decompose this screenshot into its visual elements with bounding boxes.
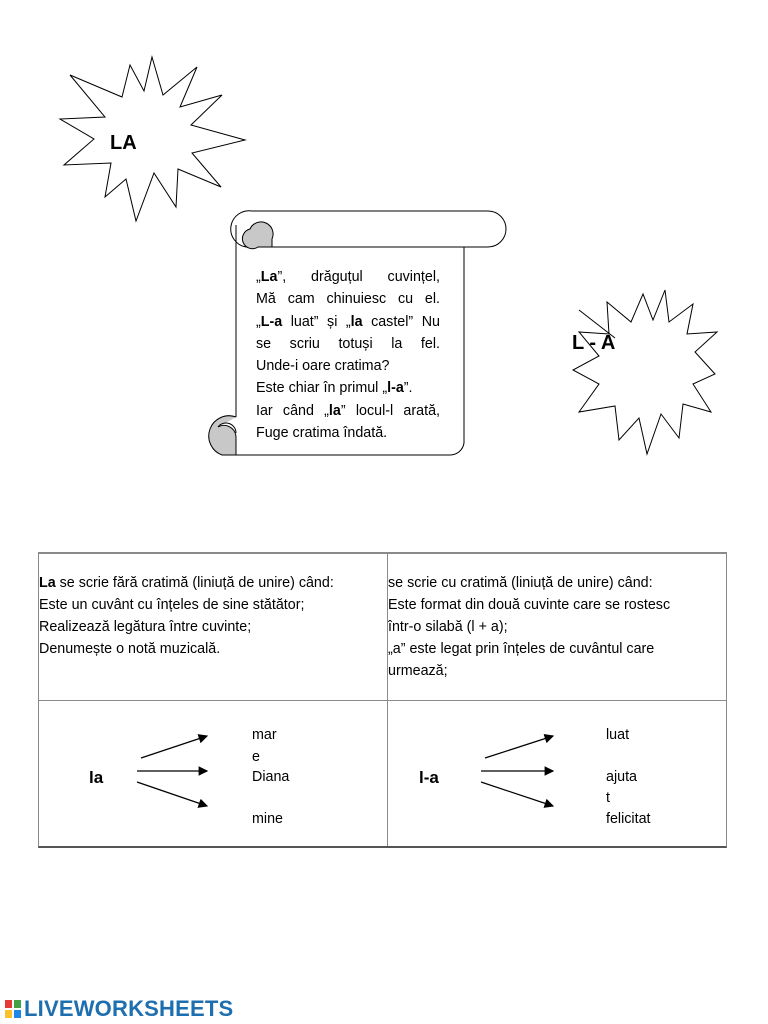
word-ajutat-2: t (606, 790, 610, 806)
poem-text: Mă cam chinuiesc cu el. (256, 291, 440, 308)
poem-bold: La (260, 269, 278, 285)
word-mare-2: e (252, 749, 260, 765)
cell-line: se scrie cu cratimă (liniuță de unire) când: (388, 575, 653, 591)
poem (256, 266, 440, 444)
poem-text: ”, drăguțul cuvințel, (277, 269, 440, 285)
source-word-la: la (89, 768, 104, 787)
cell-line: „a” este legat prin înțeles de cuvântul care (388, 641, 655, 657)
poem-line (256, 266, 440, 288)
poem-text: Fuge cratima îndată. (256, 425, 388, 442)
arrows-l-a (481, 726, 571, 816)
logo-text: LIVEWORKSHEETS (24, 996, 234, 1021)
star-label-la: LA (110, 132, 137, 154)
arrow-down (481, 782, 553, 806)
arrow-down (137, 782, 207, 806)
poem-bold: l-a (387, 380, 404, 397)
table-divider-horizontal (39, 700, 726, 701)
cell-line (39, 572, 334, 594)
cell-la-rules (39, 572, 334, 660)
cell-line: Este un cuvânt cu înțeles de sine stătător; (39, 597, 305, 613)
poem-line (256, 400, 440, 422)
cell-line: urmează; (388, 663, 448, 679)
cell-line: Este format din două cuvinte care se rostesc (388, 597, 671, 613)
cell-bold: La (39, 575, 56, 591)
arrows-la (137, 726, 227, 816)
poem-text: Unde-i oare cratima? (256, 358, 390, 375)
arrow-up (485, 736, 553, 758)
poem-line (256, 333, 440, 355)
word-felicitat: felicitat (606, 811, 651, 827)
cell-line: într-o silabă (l + a); (388, 619, 508, 635)
word-ajutat-1: ajuta (606, 769, 638, 785)
poem-text: ”. (403, 380, 413, 397)
poem-text: Este chiar în primul „ (256, 380, 388, 397)
word-mare-1: mar (252, 727, 277, 743)
cell-line: Realizează legătura între cuvinte; (39, 619, 252, 635)
poem-text: castel” Nu (362, 313, 440, 330)
poem-bold: la (328, 402, 341, 419)
poem-text: „ (256, 313, 261, 330)
poem-text: ” locul-l arată, (340, 402, 440, 419)
poem-bold: la (350, 313, 363, 330)
arrow-up (141, 736, 207, 758)
poem-line (256, 288, 440, 310)
poem-text: „ (256, 269, 261, 285)
cell-l-a-rules (388, 572, 670, 682)
poem-text: Iar când „ (256, 402, 329, 419)
poem-text: se scriu totuși la fel. (256, 335, 440, 352)
poem-text: luat” și „ (282, 313, 351, 330)
cell-line: Denumește o notă muzicală. (39, 641, 221, 657)
star-label-l-a: L - A (572, 332, 616, 354)
word-luat: luat (606, 727, 630, 743)
word-diana: Diana (252, 769, 290, 785)
liveworksheets-logo (4, 996, 233, 1022)
rules-table (38, 552, 727, 848)
source-word-l-a: l-a (419, 768, 439, 787)
poem-line (256, 311, 440, 333)
poem-bold: L-a (260, 313, 283, 330)
cell-text-span: se scrie fără cratimă (liniuță de unire) când: (55, 575, 334, 591)
poem-line (256, 422, 440, 444)
word-mine: mine (252, 811, 283, 827)
liveworksheets-mark-icon (4, 998, 22, 1020)
starburst-l-a (565, 288, 725, 458)
poem-line (256, 377, 440, 399)
poem-line (256, 355, 440, 377)
